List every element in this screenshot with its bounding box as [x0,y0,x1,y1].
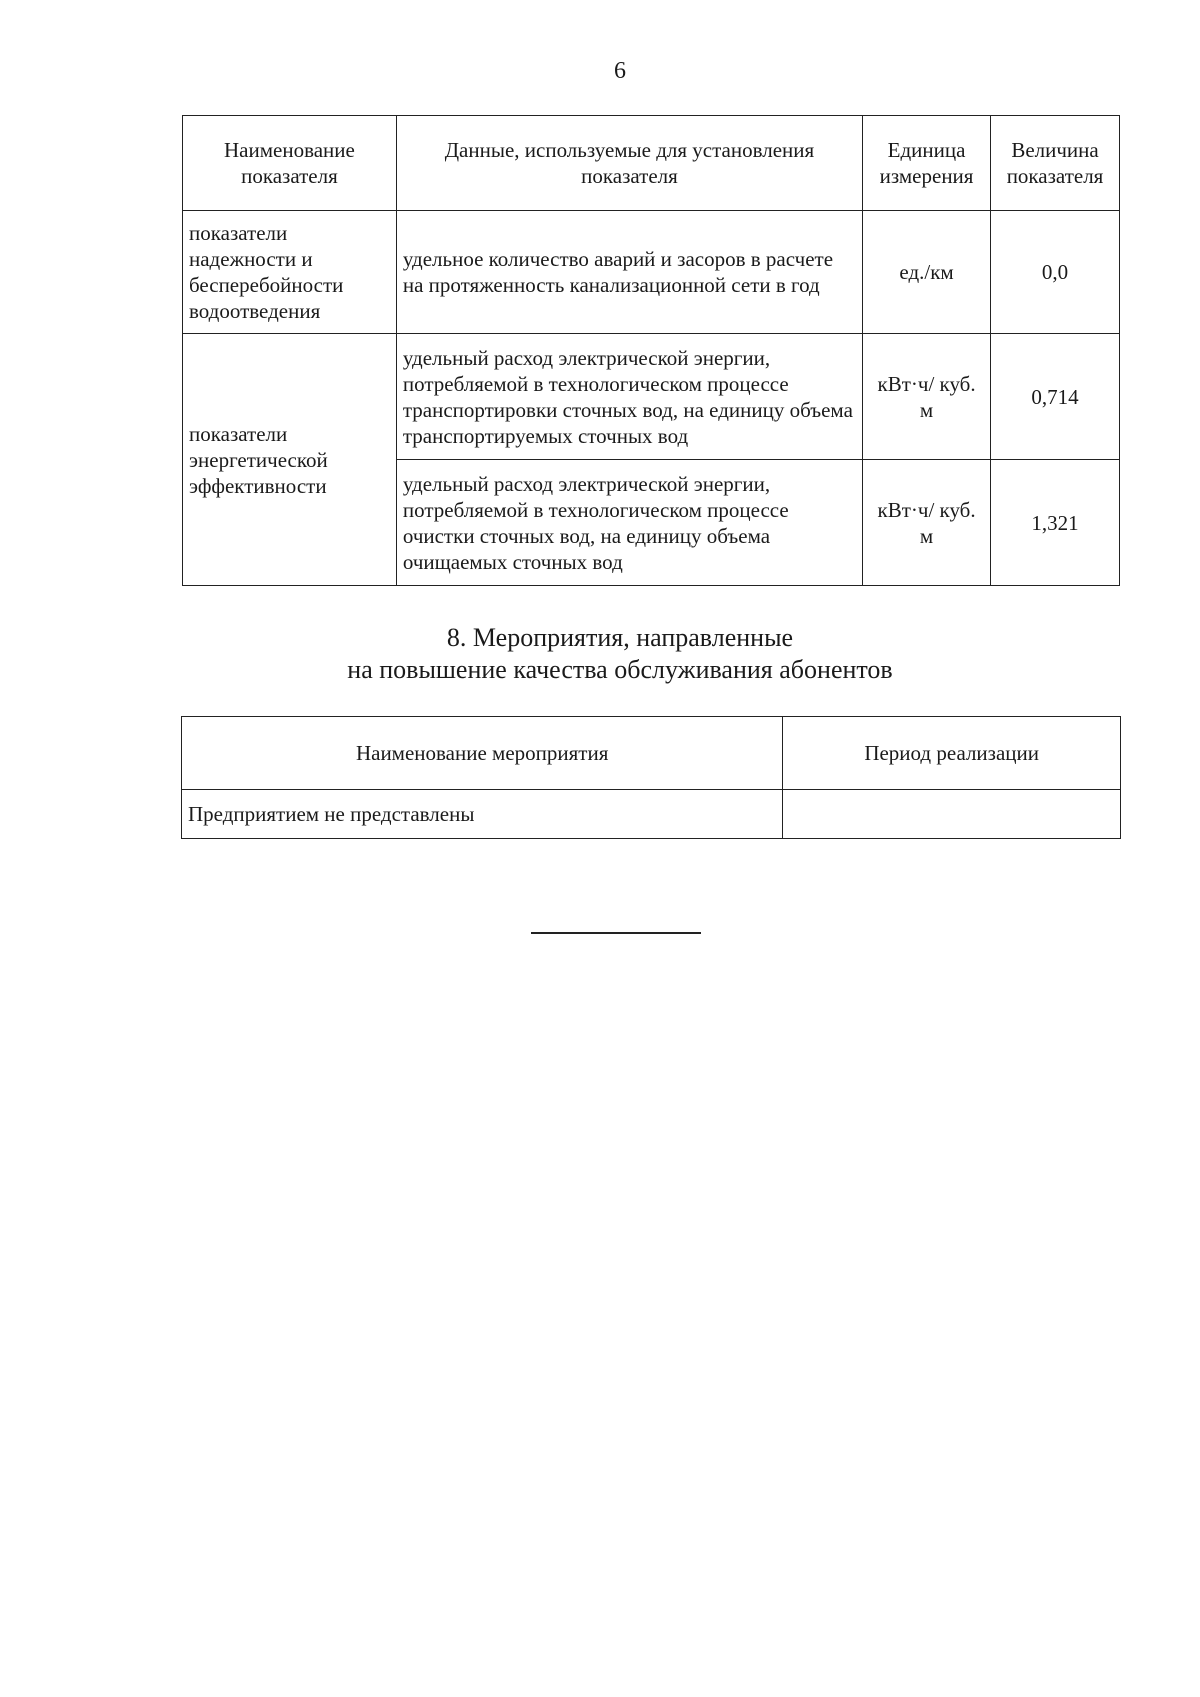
section-title-line-2: на повышение качества обслуживания абонентов [347,655,893,684]
indicator-value: 0,714 [991,334,1120,460]
table-row [183,334,1120,460]
section-title-line-1: 8. Мероприятия, направленные [446,623,794,652]
table-header-row [182,717,1121,790]
indicator-unit: ед./км [863,211,991,334]
indicator-data: удельный расход электрической энергии, потребляемой в технологическом процессе транспортировки сточных вод, на единицу объема транспортируемых сточных вод [396,334,862,460]
activity-name: Предприятием не представлены [182,790,783,839]
table-row [183,211,1120,334]
activities-table [181,716,1121,839]
indicator-unit: кВт·ч/ куб. м [863,334,991,460]
header-period: Период реализации [783,717,1121,790]
page-number: 6 [614,58,626,84]
header-data-used: Данные, используемые для установления показателя [396,116,862,211]
header-activity-name: Наименование мероприятия [182,717,783,790]
indicator-value: 1,321 [991,460,1120,586]
activity-period [783,790,1121,839]
header-value: Величина показателя [991,116,1120,211]
end-separator-line [531,932,701,934]
header-unit: Единица измерения [863,116,991,211]
indicator-value: 0,0 [991,211,1120,334]
table-row [182,790,1121,839]
header-indicator-name: Наименование показателя [183,116,397,211]
indicator-unit: кВт·ч/ куб. м [863,460,991,586]
section-heading [0,622,1200,686]
indicator-data: удельный расход электрической энергии, потребляемой в технологическом процессе очистки сточных вод, на единицу объема очищаемых сточных вод [396,460,862,586]
table-header-row [183,116,1120,211]
indicator-group-energy: показатели энергетической эффективности [183,334,397,586]
indicator-data: удельное количество аварий и засоров в расчете на протяженность канализационной сети в год [396,211,862,334]
indicators-table [182,115,1120,586]
indicator-group-reliability: показатели надежности и бесперебойности водоотведения [183,211,397,334]
